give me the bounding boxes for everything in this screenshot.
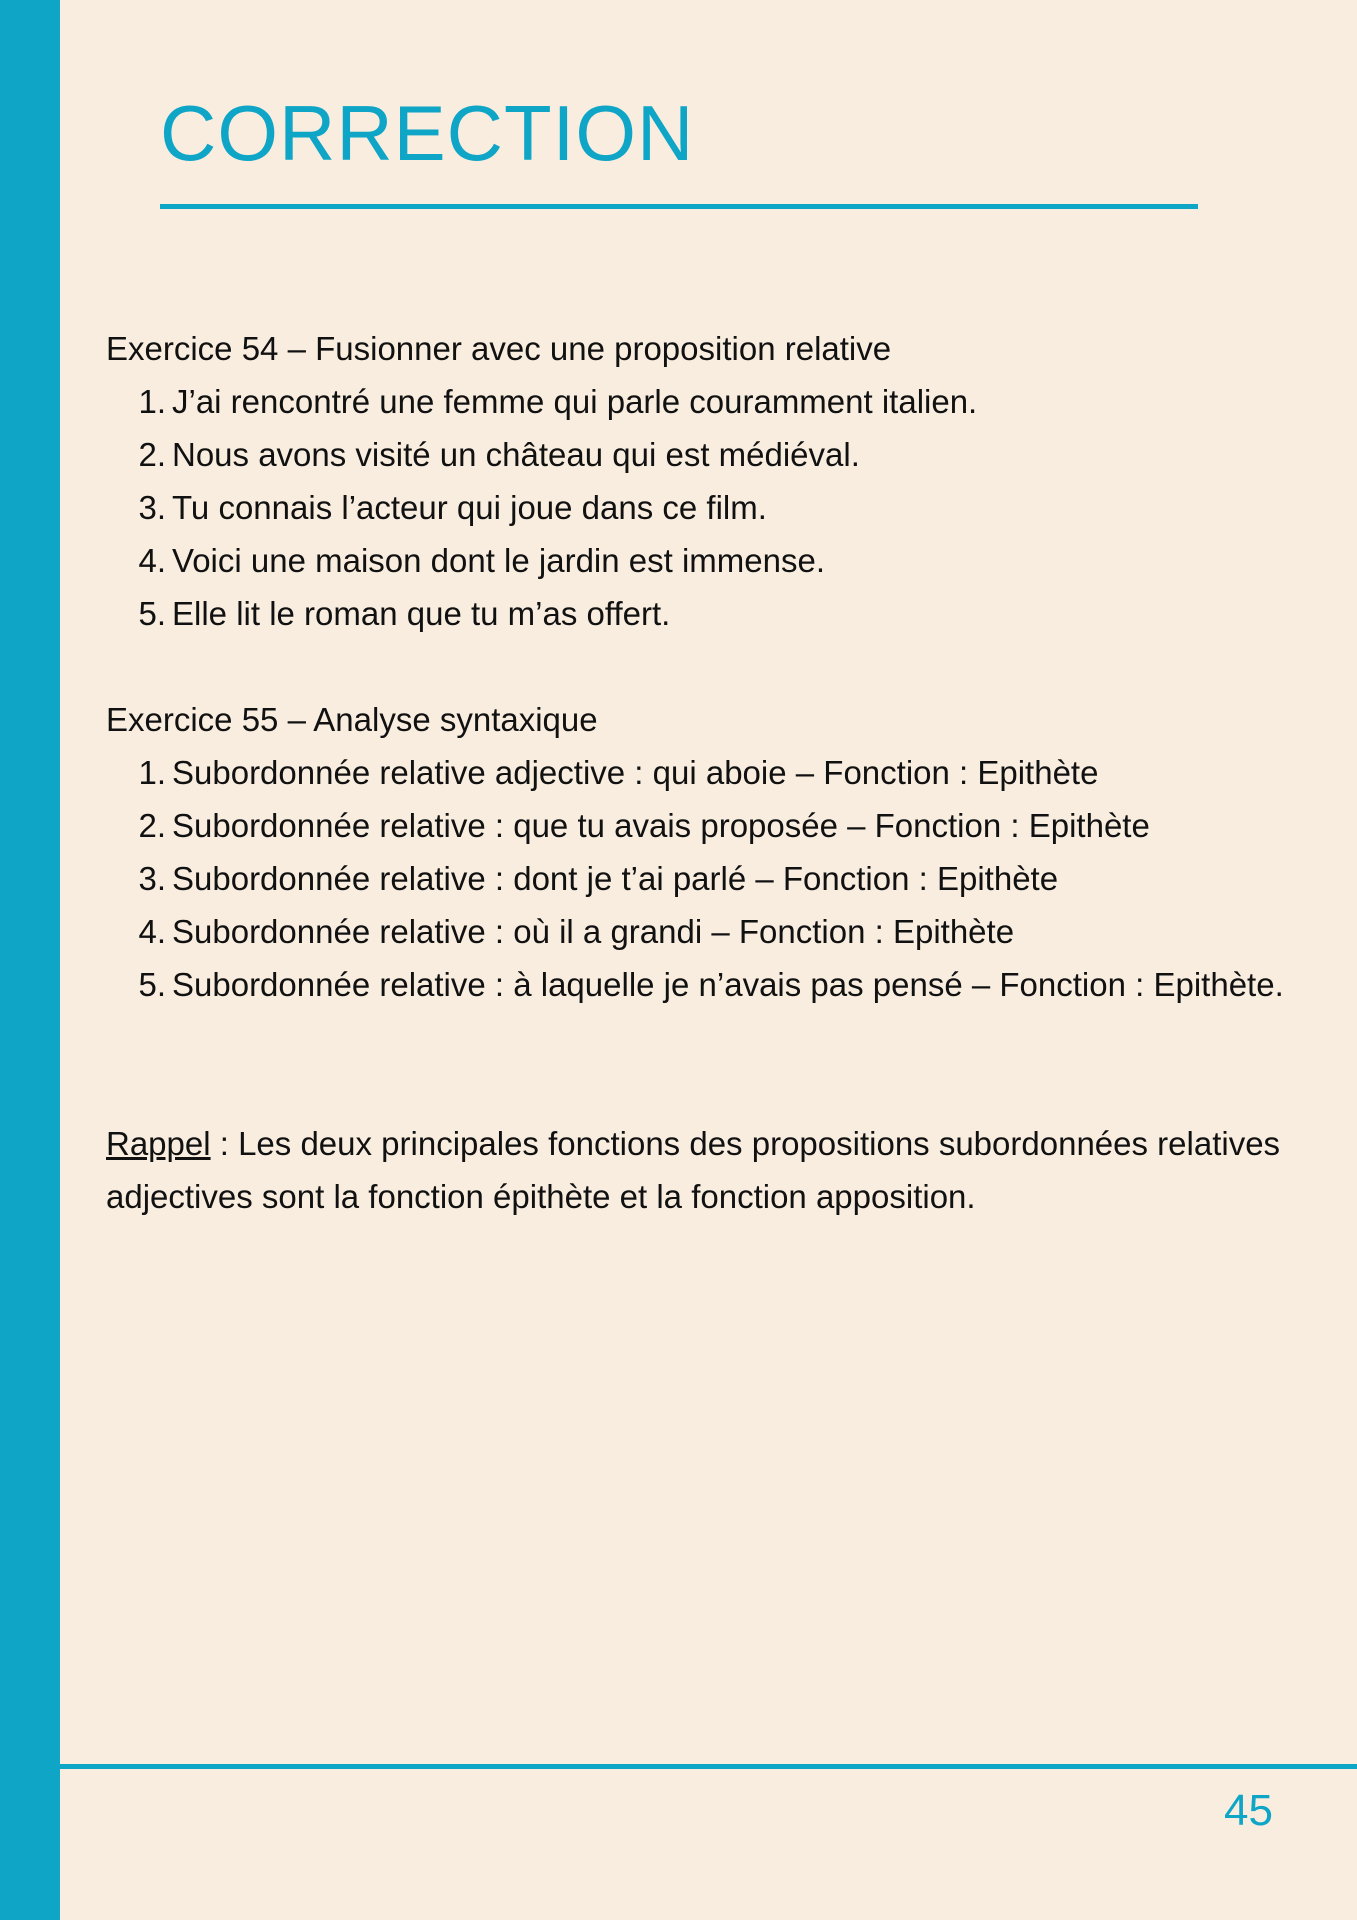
- exercise-54-list: [106, 375, 1306, 640]
- side-accent-bar: [0, 0, 60, 1920]
- page-title: CORRECTION: [160, 89, 695, 177]
- list-item: [106, 428, 1306, 481]
- item-text: Nous avons visité un château qui est médiéval.: [172, 436, 860, 473]
- page-number: 45: [1224, 1786, 1273, 1835]
- list-item: [106, 799, 1306, 852]
- item-text: Subordonnée relative : à laquelle je n’avais pas pensé – Fonction : Epithète.: [172, 966, 1284, 1003]
- rappel-note: [106, 1117, 1306, 1223]
- list-item: [106, 958, 1306, 1011]
- item-text: Subordonnée relative : que tu avais proposée – Fonction : Epithète: [172, 807, 1150, 844]
- spacer: [106, 640, 1306, 693]
- list-item: [106, 481, 1306, 534]
- footer-divider: [60, 1764, 1357, 1769]
- exercise-55-heading: Exercice 55 – Analyse syntaxique: [106, 701, 598, 738]
- item-text: Tu connais l’acteur qui joue dans ce film.: [172, 489, 767, 526]
- item-text: Subordonnée relative : dont je t’ai parlé – Fonction : Epithète: [172, 860, 1059, 897]
- item-number: 5.: [138, 595, 166, 632]
- list-item: [106, 375, 1306, 428]
- title-divider: [160, 204, 1198, 209]
- item-text: J’ai rencontré une femme qui parle couramment italien.: [172, 383, 978, 420]
- list-item: [106, 905, 1306, 958]
- exercise-54: [106, 322, 1306, 640]
- exercise-55: [106, 693, 1306, 1011]
- exercise-54-heading: Exercice 54 – Fusionner avec une proposition relative: [106, 330, 892, 367]
- spacer: [106, 1011, 1306, 1117]
- item-number: 3.: [138, 489, 166, 526]
- item-text: Voici une maison dont le jardin est immense.: [172, 542, 826, 579]
- item-number: 1.: [138, 754, 166, 791]
- item-number: 3.: [138, 860, 166, 897]
- rappel-text: : Les deux principales fonctions des propositions subordonnées relatives adjectives sont la fonction épithète et la fonction apposition.: [106, 1125, 1281, 1215]
- item-number: 1.: [138, 383, 166, 420]
- list-item: [106, 587, 1306, 640]
- list-item: [106, 746, 1306, 799]
- item-number: 5.: [138, 966, 166, 1003]
- list-item: [106, 852, 1306, 905]
- item-text: Elle lit le roman que tu m’as offert.: [172, 595, 671, 632]
- item-text: Subordonnée relative : où il a grandi – Fonction : Epithète: [172, 913, 1015, 950]
- list-item: [106, 534, 1306, 587]
- item-number: 2.: [138, 807, 166, 844]
- item-number: 4.: [138, 913, 166, 950]
- item-number: 4.: [138, 542, 166, 579]
- rappel-label: Rappel: [106, 1125, 211, 1162]
- item-number: 2.: [138, 436, 166, 473]
- exercise-55-list: [106, 746, 1306, 1011]
- item-text: Subordonnée relative adjective : qui aboie – Fonction : Epithète: [172, 754, 1099, 791]
- correction-content: [106, 322, 1306, 1223]
